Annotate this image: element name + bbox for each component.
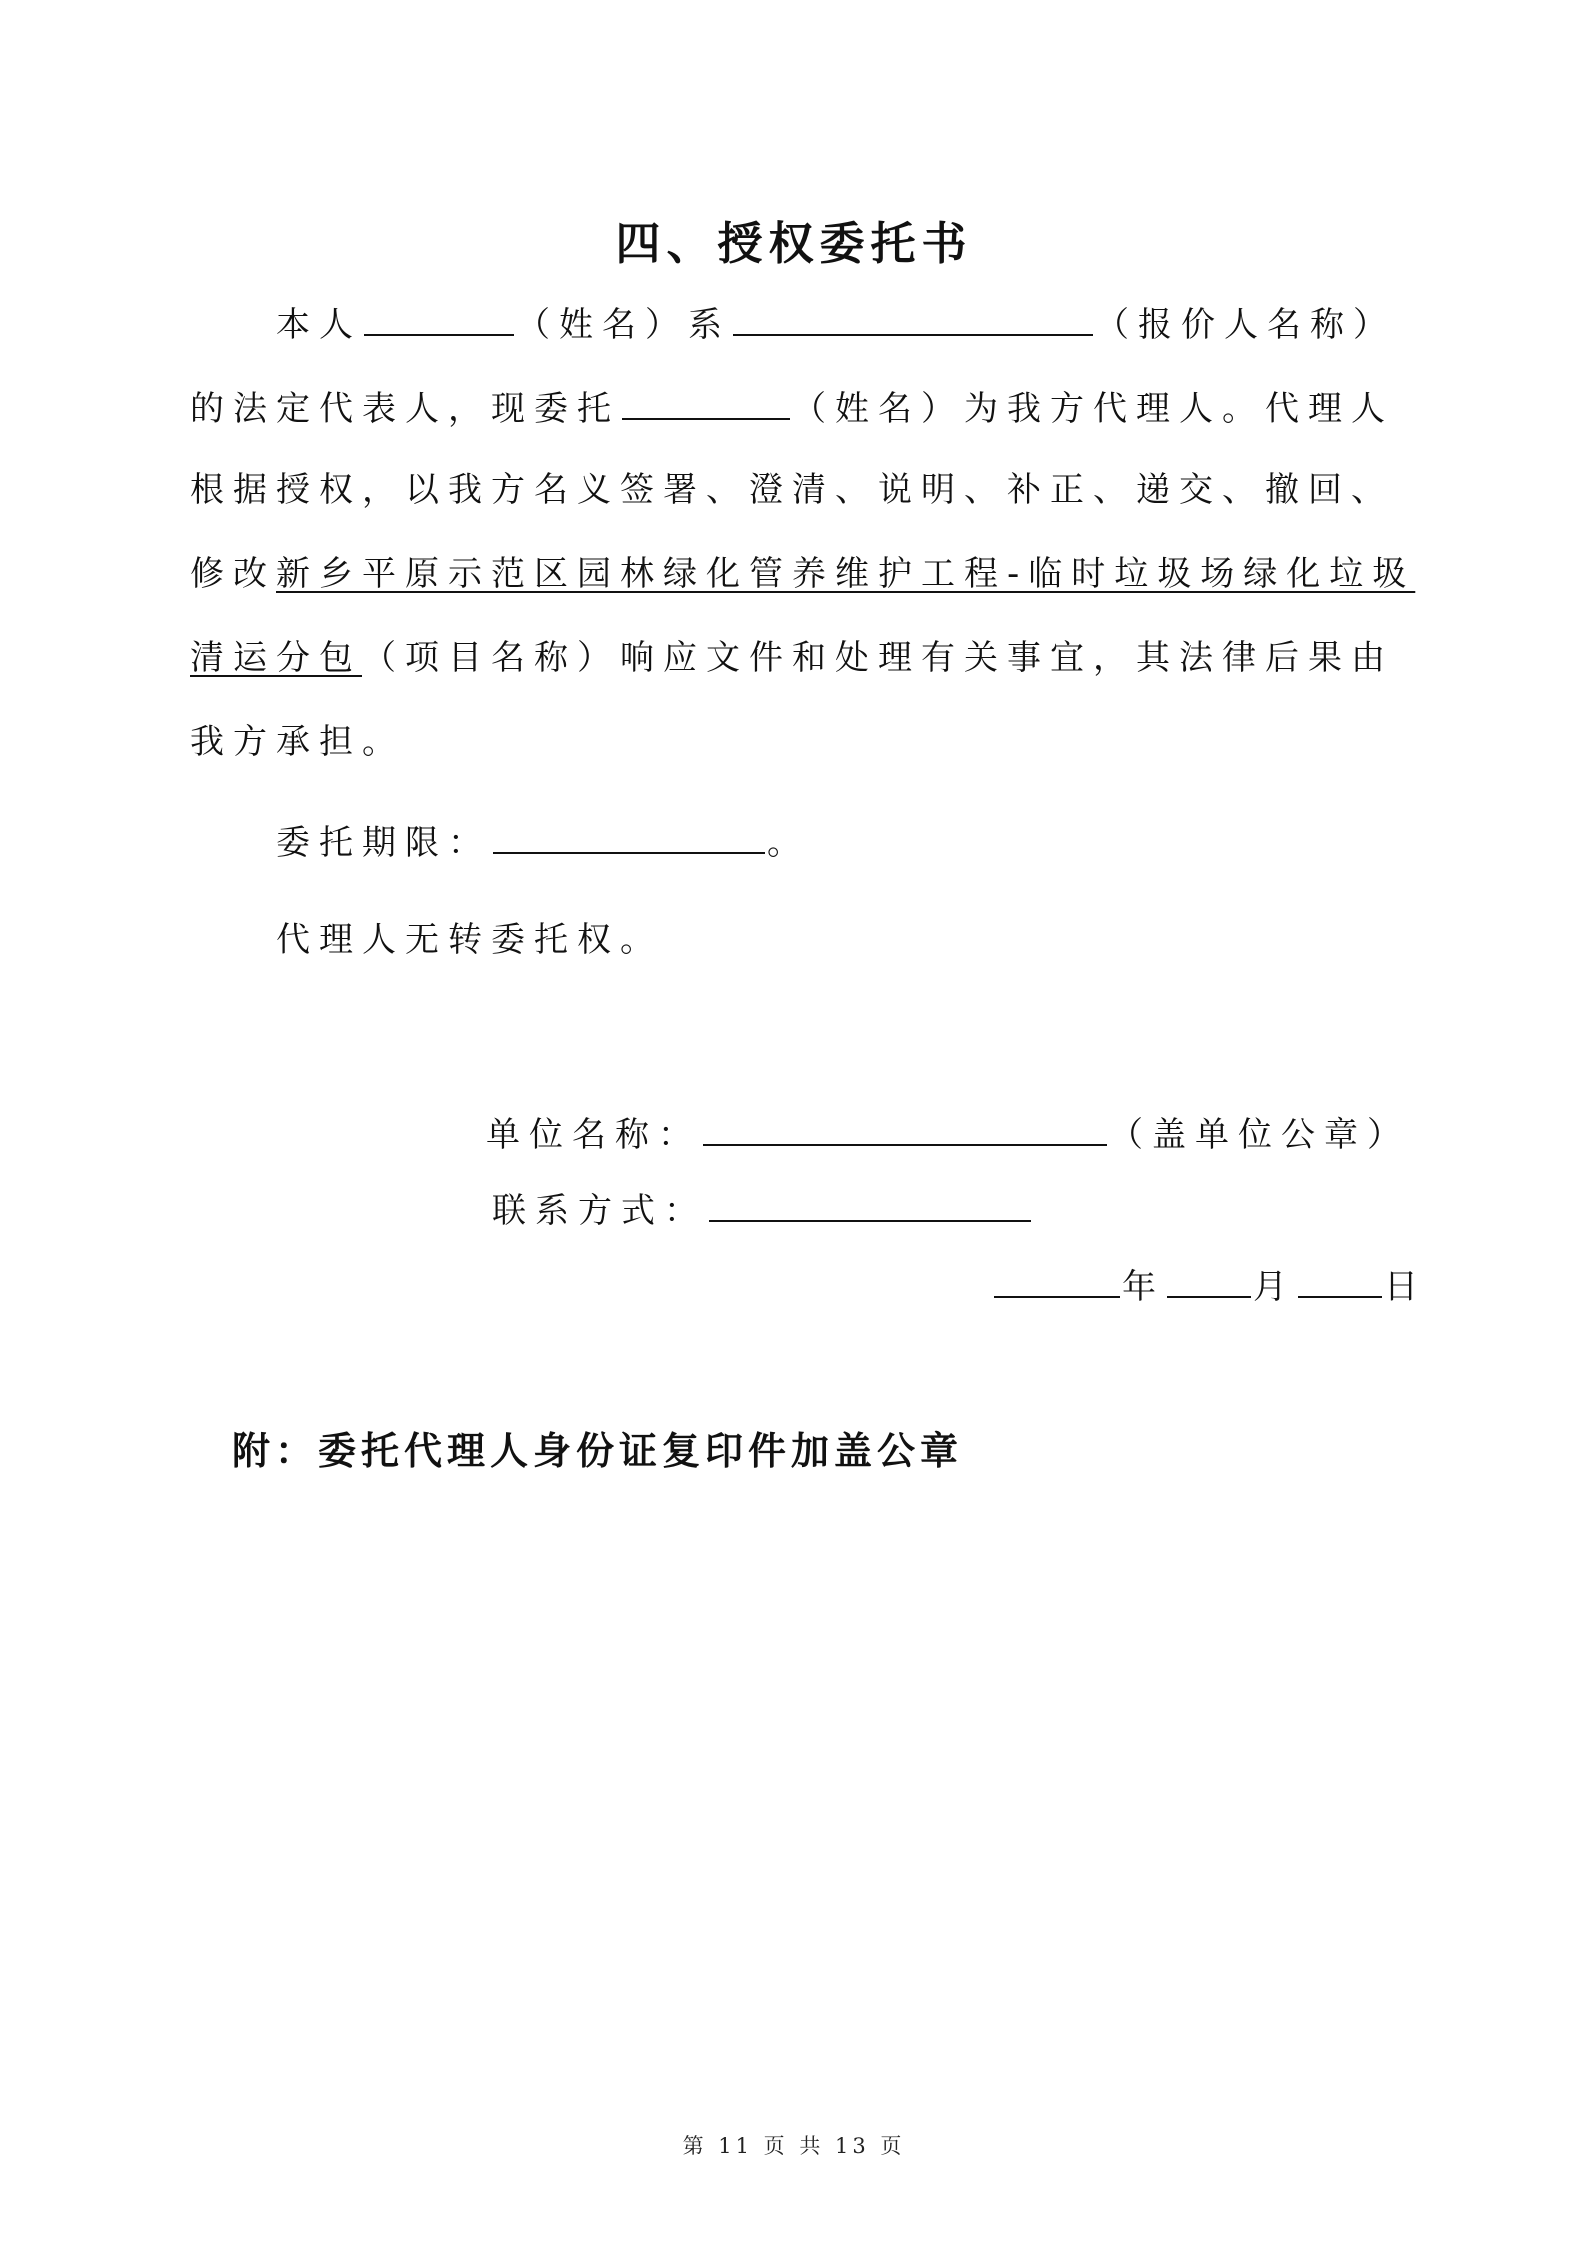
no-subdelegation-text: 代理人无转委托权。 bbox=[276, 920, 663, 960]
para-line-4 bbox=[190, 552, 1415, 596]
page-title: 四、授权委托书 bbox=[615, 217, 973, 270]
term-line bbox=[276, 818, 810, 865]
day-label: 日 bbox=[1384, 1267, 1427, 1307]
term-label: 委托期限： bbox=[276, 823, 491, 863]
text-bidder-note: （报价人名称） bbox=[1095, 305, 1396, 345]
para-line-2 bbox=[190, 384, 1394, 431]
text-principal: 本人 bbox=[276, 305, 362, 345]
unit-seal-note: （盖单位公章） bbox=[1109, 1115, 1410, 1155]
unit-name-blank bbox=[703, 1110, 1107, 1146]
month-label: 月 bbox=[1253, 1267, 1296, 1307]
page-footer: 第 11 页 共 13 页 bbox=[682, 2134, 906, 2158]
text-name-note: （姓名）系 bbox=[516, 305, 731, 345]
year-label: 年 bbox=[1122, 1267, 1165, 1307]
contact-line bbox=[492, 1186, 1033, 1233]
project-name-part-2: 清运分包 bbox=[190, 638, 362, 678]
text-liability: 我方承担。 bbox=[190, 722, 405, 762]
contact-label: 联系方式： bbox=[492, 1191, 707, 1231]
text-agent-note: （姓名）为我方代理人。代理人 bbox=[792, 389, 1394, 429]
project-name-part-1: 新乡平原示范区园林绿化管养维护工程-临时垃圾场绿化垃圾 bbox=[276, 554, 1416, 594]
month-blank bbox=[1167, 1262, 1251, 1298]
para-line-3 bbox=[190, 468, 1394, 512]
text-project-note: （项目名称）响应文件和处理有关事宜，其法律后果由 bbox=[362, 638, 1394, 678]
unit-name-label: 单位名称： bbox=[486, 1115, 701, 1155]
year-blank bbox=[994, 1262, 1120, 1298]
text-modify: 修改 bbox=[190, 554, 276, 594]
para-line-1 bbox=[276, 300, 1396, 347]
no-subdelegation-line bbox=[276, 918, 663, 962]
text-authorization: 根据授权，以我方名义签署、澄清、说明、补正、递交、撤回、 bbox=[190, 470, 1394, 510]
term-blank bbox=[493, 818, 765, 854]
agent-name-blank bbox=[622, 384, 790, 420]
para-line-6 bbox=[190, 720, 405, 764]
para-line-5 bbox=[190, 636, 1394, 680]
contact-blank bbox=[709, 1186, 1031, 1222]
bidder-name-blank bbox=[733, 300, 1093, 336]
name-blank bbox=[364, 300, 514, 336]
unit-name-line bbox=[486, 1110, 1410, 1157]
day-blank bbox=[1298, 1262, 1382, 1298]
attachment-note: 附：委托代理人身份证复印件加盖公章 bbox=[232, 1429, 964, 1473]
date-line bbox=[992, 1262, 1427, 1309]
text-legal-rep: 的法定代表人，现委托 bbox=[190, 389, 620, 429]
term-end: 。 bbox=[767, 823, 810, 863]
